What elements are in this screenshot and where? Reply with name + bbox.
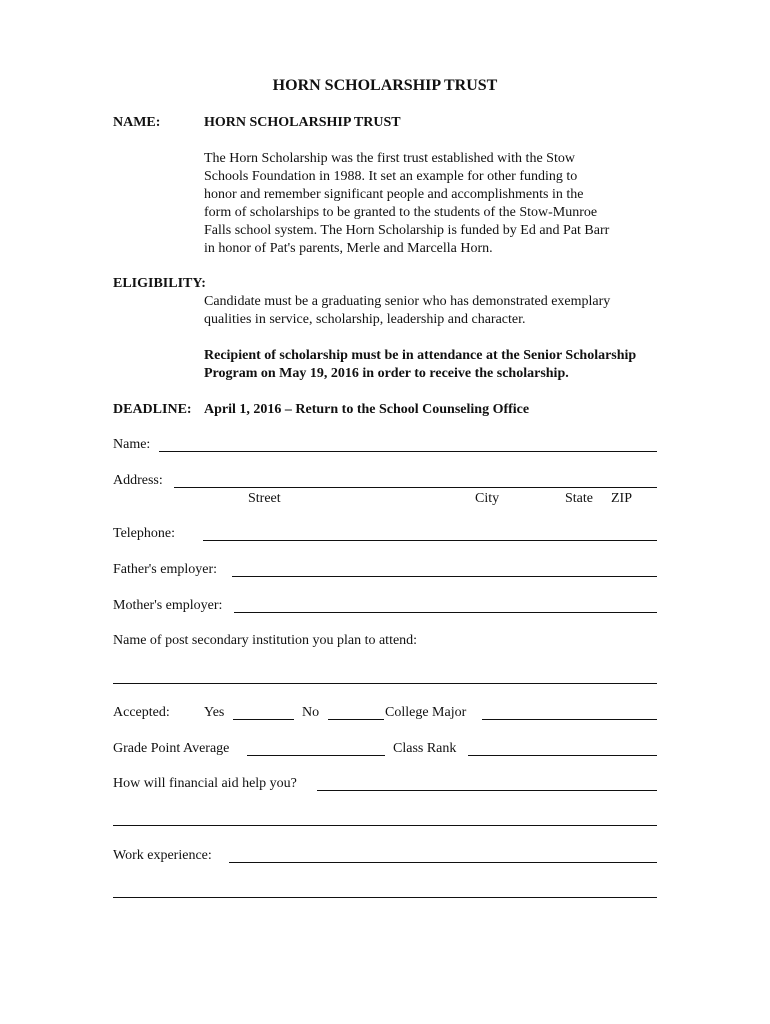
- yes-label: Yes: [204, 705, 225, 720]
- mothers-employer-input[interactable]: [234, 594, 657, 613]
- description-line-1: The Horn Scholarship was the first trust established with the Stow: [204, 151, 575, 166]
- notice-line-1: Recipient of scholarship must be in attendance at the Senior Scholarship: [204, 348, 637, 363]
- name-label: NAME:: [113, 115, 161, 130]
- work-experience-input-line-2[interactable]: [113, 879, 657, 898]
- state-sublabel: State: [565, 491, 593, 506]
- eligibility-line-1: Candidate must be a graduating senior who has demonstrated exemplary: [204, 294, 611, 309]
- form-name-label: Name:: [113, 437, 151, 452]
- gpa-label: Grade Point Average: [113, 741, 230, 756]
- description-line-2: Schools Foundation in 1988. It set an example for other funding to: [204, 169, 578, 184]
- deadline-label: DEADLINE:: [113, 402, 192, 417]
- telephone-input[interactable]: [203, 522, 657, 541]
- financial-aid-label: How will financial aid help you?: [113, 776, 297, 791]
- college-major-input[interactable]: [482, 701, 657, 720]
- financial-aid-input-line-2[interactable]: [113, 807, 657, 826]
- mothers-employer-label: Mother's employer:: [113, 598, 223, 613]
- scholarship-name: HORN SCHOLARSHIP TRUST: [204, 115, 401, 130]
- yes-input[interactable]: [233, 701, 294, 720]
- description-line-3: honor and remember significant people and accomplishments in the: [204, 187, 584, 202]
- gpa-input[interactable]: [247, 737, 385, 756]
- work-experience-label: Work experience:: [113, 848, 212, 863]
- zip-sublabel: ZIP: [611, 491, 632, 506]
- class-rank-input[interactable]: [468, 737, 657, 756]
- accepted-label: Accepted:: [113, 705, 170, 720]
- page-title: HORN SCHOLARSHIP TRUST: [272, 77, 498, 94]
- telephone-label: Telephone:: [113, 526, 175, 541]
- address-input[interactable]: [174, 469, 657, 488]
- address-label: Address:: [113, 473, 163, 488]
- eligibility-label: ELIGIBILITY:: [113, 276, 206, 291]
- financial-aid-input[interactable]: [317, 772, 657, 791]
- institution-label: Name of post secondary institution you plan to attend:: [113, 633, 418, 648]
- institution-input[interactable]: [113, 665, 657, 684]
- name-input[interactable]: [159, 433, 657, 452]
- class-rank-label: Class Rank: [393, 741, 457, 756]
- description-line-4: form of scholarships to be granted to the students of the Stow-Munroe: [204, 205, 598, 220]
- street-sublabel: Street: [248, 491, 281, 506]
- no-label: No: [302, 705, 320, 720]
- fathers-employer-input[interactable]: [232, 558, 657, 577]
- work-experience-input[interactable]: [229, 844, 657, 863]
- description-line-5: Falls school system. The Horn Scholarship is funded by Ed and Pat Barr: [204, 223, 610, 238]
- notice-line-2: Program on May 19, 2016 in order to receive the scholarship.: [204, 366, 569, 381]
- no-input[interactable]: [328, 701, 384, 720]
- college-major-label: College Major: [385, 705, 467, 720]
- deadline-value: April 1, 2016 – Return to the School Counseling Office: [204, 402, 530, 417]
- eligibility-line-2: qualities in service, scholarship, leadership and character.: [204, 312, 526, 327]
- fathers-employer-label: Father's employer:: [113, 562, 217, 577]
- description-line-6: in honor of Pat's parents, Merle and Marcella Horn.: [204, 241, 493, 256]
- city-sublabel: City: [475, 491, 500, 506]
